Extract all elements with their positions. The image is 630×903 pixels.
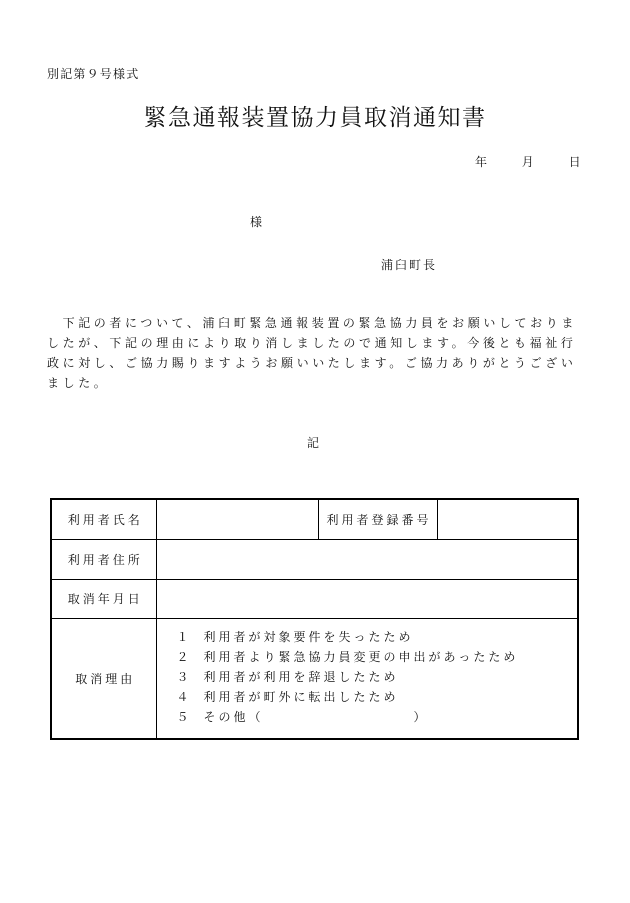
user-info-table xyxy=(50,498,579,740)
table-row-reason xyxy=(51,618,578,739)
table-row-address xyxy=(51,539,578,579)
user-address-field xyxy=(156,539,578,579)
sender-name: 浦臼町長 xyxy=(381,258,438,272)
reason-item xyxy=(177,627,578,647)
reason-number: ２ xyxy=(176,649,189,664)
reason-number: ３ xyxy=(176,669,189,684)
reason-item xyxy=(177,707,578,727)
cancel-reason-field xyxy=(156,618,578,739)
reason-text: 利用者が利用を辞退したため xyxy=(203,669,399,684)
user-name-field xyxy=(156,499,318,539)
reason-text: 利用者が対象要件を失ったため xyxy=(203,629,414,644)
reason-item xyxy=(177,687,578,707)
reason-text: 利用者より緊急協力員変更の申出があったため xyxy=(203,649,519,664)
body-paragraph xyxy=(47,313,577,393)
table-row-cancel-date xyxy=(51,579,578,618)
reason-number: ５ xyxy=(176,709,189,724)
reason-text: その他（ ） xyxy=(203,709,429,724)
reason-item xyxy=(177,647,578,667)
reason-number: ４ xyxy=(176,689,189,704)
document-title: 緊急通報装置協力員取消通知書 xyxy=(143,105,487,131)
user-address-label: 利用者住所 xyxy=(51,539,156,579)
body-line: 政に対し、ご協力賜りますようお願いいたします。ご協力ありがとうござい xyxy=(47,356,577,370)
reason-number: １ xyxy=(176,629,189,644)
cancel-reason-label: 取消理由 xyxy=(51,618,156,739)
registration-number-field xyxy=(437,499,578,539)
reason-list xyxy=(157,619,578,727)
reason-text: 利用者が町外に転出したため xyxy=(203,689,399,704)
body-line: したが、下記の理由により取り消しましたので通知します。今後とも福祉行 xyxy=(47,336,577,350)
reason-item xyxy=(177,667,578,687)
body-line: ました。 xyxy=(47,376,110,390)
body-line: 下記の者について、浦臼町緊急通報装置の緊急協力員をお願いしておりま xyxy=(47,316,577,330)
recipient-honorific: 様 xyxy=(250,215,263,229)
cancel-date-label: 取消年月日 xyxy=(51,579,156,618)
ki-heading: 記 xyxy=(307,436,320,450)
date-line: 年 月 日 xyxy=(475,155,585,169)
cancel-date-field xyxy=(156,579,578,618)
form-number: 別記第９号様式 xyxy=(47,67,140,81)
table-row-name xyxy=(51,499,578,539)
user-name-label: 利用者氏名 xyxy=(51,499,156,539)
registration-number-label: 利用者登録番号 xyxy=(318,499,437,539)
